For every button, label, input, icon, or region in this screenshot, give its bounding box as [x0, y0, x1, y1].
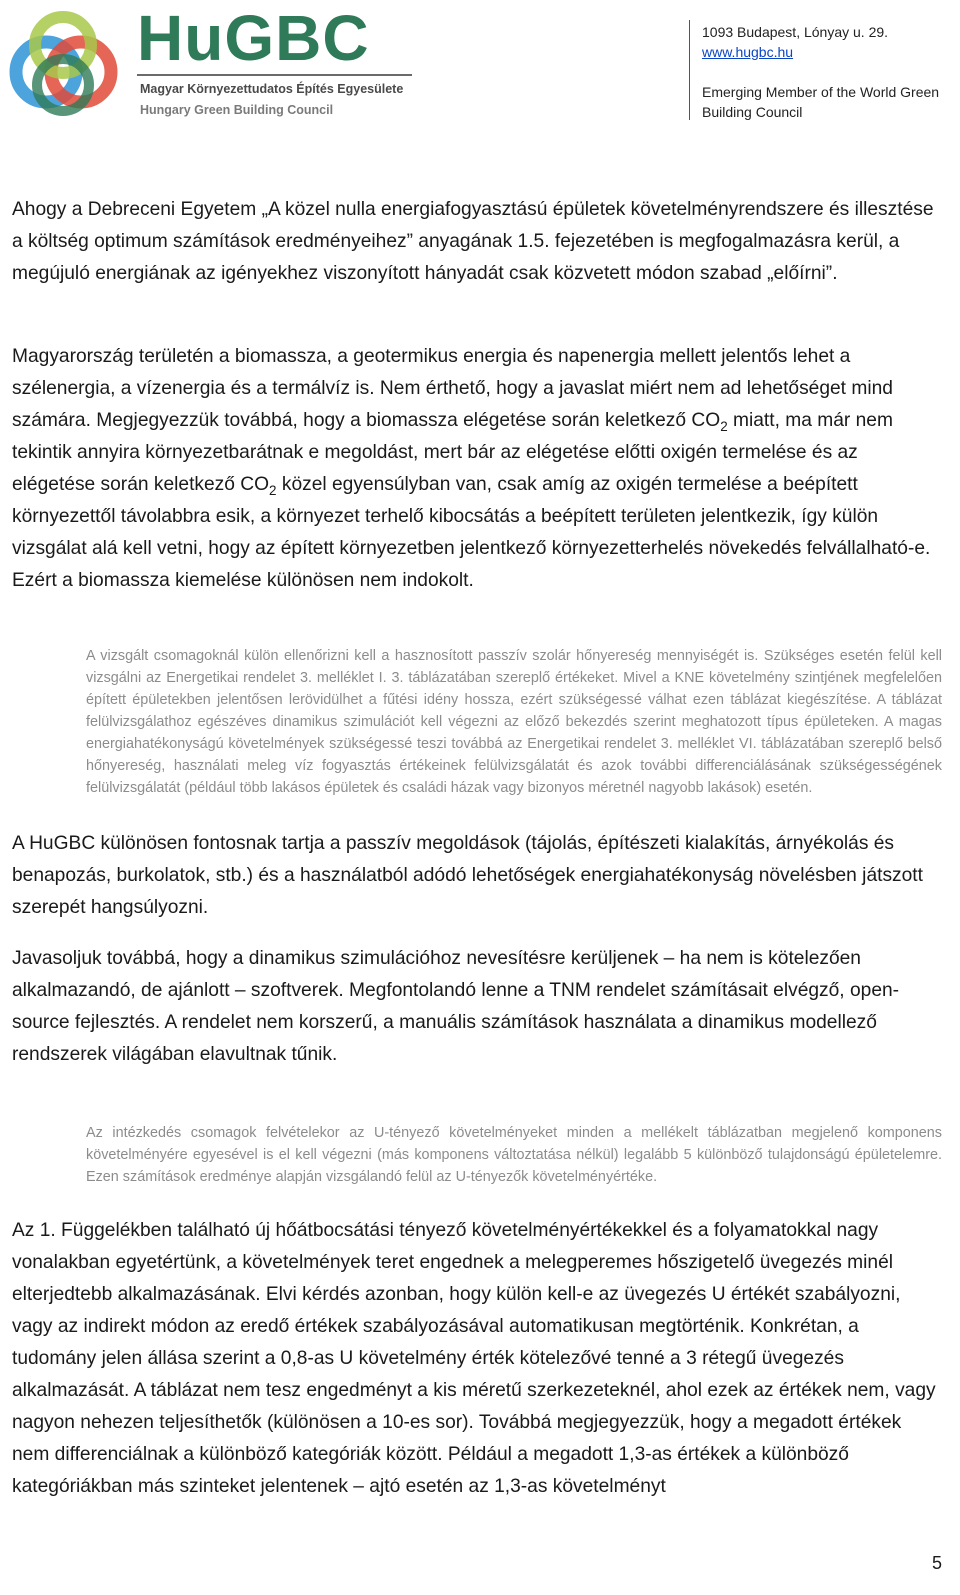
paragraph-2: [12, 341, 942, 597]
logo-divider: [137, 74, 412, 76]
paragraph-2-part-3: közel egyensúlyban van, csak amíg az oxigén termelése a beépített környezettől távolabbra esik, a környezet terhelő kibocsátás a beépített területen jelentkezik, így külön vizsgálat alá kell vetni, hogy az épített környezetben jelentkező környezetterhelés növekedés felvállalható-e. Ezért a biomassza kiemelése különösen nem indokolt.: [12, 474, 931, 591]
paragraph-5: Az 1. Függelékben található új hőátbocsátási tényező követelményértékekkel és a folyamatokkal nagy vonalakban egyetértünk, a követelmények teret engednek a melegperemes hőszigetelő üvegezés minél elterjedtebb alkalmazásának. Elvi kérdés azonban, hogy külön kell-e az üvegezés U értékét szabályozni, vagy az indirekt módon az eredő értékek szabályozásával automatikusan megtörténik. Konkrétan, a tudomány jelen állása szerint a 0,8-as U követelmény érték kötelezővé tenné a 3 rétegű üvegezés alkalmazását. A táblázat nem tesz engedményt a kis méretű szerkezeteknél, ahol ezek az értékek nem, vagy nagyon nehezen teljesíthetők (különösen a 10-es sor). Továbbá megjegyezzük, hogy a megadott értékek nem differenciálnak a különböző kategóriák között. Például a megadott 1,3-as értékek a különböző kategóriákban más szinteket jelentenek – ajtó esetén az 1,3-as követelményt: [12, 1220, 936, 1497]
membership-note: Emerging Member of the World Green Building Council: [702, 84, 940, 120]
paragraph-2-part-2: miatt, ma már nem tekintik annyira környezetbarátnak e megoldást, mert bár az elégetése előtti oxigén termelése és az elégetése során keletkező CO: [12, 410, 893, 495]
logo-subtitle-en: Hungary Green Building Council: [140, 103, 334, 117]
co2-subscript: 2: [269, 482, 277, 498]
website-link[interactable]: www.hugbc.hu: [702, 44, 794, 60]
header-divider: [689, 20, 690, 120]
page-number: 5: [931, 1553, 942, 1573]
paragraph-1: Ahogy a Debreceni Egyetem „A közel nulla energiafogyasztású épületek követelményrendszere és illesztése a költség optimum számítások eredményeihez” anyagának 1.5. fejezetében is megfogalmazásra kerül, a megújuló energiának az igényekhez viszonyított hányadát csak közvetett módon szabad „előírni”.: [12, 199, 934, 284]
quoted-note-1: A vizsgált csomagoknál külön ellenőrizni kell a hasznosított passzív szolár hőnyereség mennyiségét is. Szükséges esetén felül kell vizsgálni az Energetikai rendelet 3. melléklet I. 3. táblázatában szereplő értékeket. Mivel a KNE követelmény szintjének megfelelően épített épületekben jelentősen lerövidülhet a fűtési idény hossza, ezért szükségessé válhat ezen táblázat kiegészítése. A táblázat felülvizsgálathoz egészéves dinamikus szimulációt kell végezni az előző bekezdés szerint meghatozott típus épületeken. A magas energiahatékonyságú követelmények szükségessé teszi továbbá az Energetikai rendelet 3. melléklet VI. táblázatában szereplő belső hőnyereség, használati meleg víz fogyasztás értékeinek felülvizsgálatát és azok további differenciálásának szükségességének felülvizsgálatát (például több lakásos épületek és családi házak vagy bizonyos méretnél nagyobb lakások) esetén.: [86, 648, 942, 796]
quoted-note-2: Az intézkedés csomagok felvételekor az U-tényező követelményeket minden a mellékelt táblázatban megjelenő komponens követelményére egyesével is el kell végezni (más komponens változtatása nélkül) legalább 5 különböző tulajdonságú épületelemre. Ezen számítások eredménye alapján vizsgálandó felül az U-tényezők követelményértéke.: [86, 1125, 942, 1185]
logo-title: HuGBC: [137, 2, 370, 74]
hugbc-logo-icon: [6, 10, 121, 122]
logo-subtitle-hu: Magyar Környezettudatos Építés Egyesülete: [140, 82, 404, 96]
paragraph-3: A HuGBC különösen fontosnak tartja a passzív megoldások (tájolás, építészeti kialakítás, árnyékolás és benapozás, burkolatok, stb.) és a használatból adódó lehetőségek energiahatékonyság növelésben játszott szerepét hangsúlyozni.: [12, 833, 923, 918]
letterhead: [0, 0, 960, 130]
paragraph-4: Javasoljuk továbbá, hogy a dinamikus szimulációhoz nevesítésre kerüljenek – ha nem is kötelezően alkalmazandó, de ajánlott – szoftverek. Megfontolandó lenne a TNM rendelet számításait elvégző, open-source fejlesztés. A rendelet nem korszerű, a manuális számítások használata a dinamikus modellező rendszerek világában elavultnak tűnik.: [12, 948, 900, 1065]
address: 1093 Budapest, Lónyay u. 29.: [702, 24, 889, 40]
paragraph-2-part-1: Magyarország területén a biomassza, a geotermikus energia és napenergia mellett jelentős lehet a szélenergia, a vízenergia és a termálvíz is. Nem érthető, hogy a javaslat miért nem ad lehetőséget mind számára. Megjegyezzük továbbá, hogy a biomassza elégetése során keletkező CO: [12, 346, 893, 431]
co2-subscript: 2: [720, 418, 728, 434]
